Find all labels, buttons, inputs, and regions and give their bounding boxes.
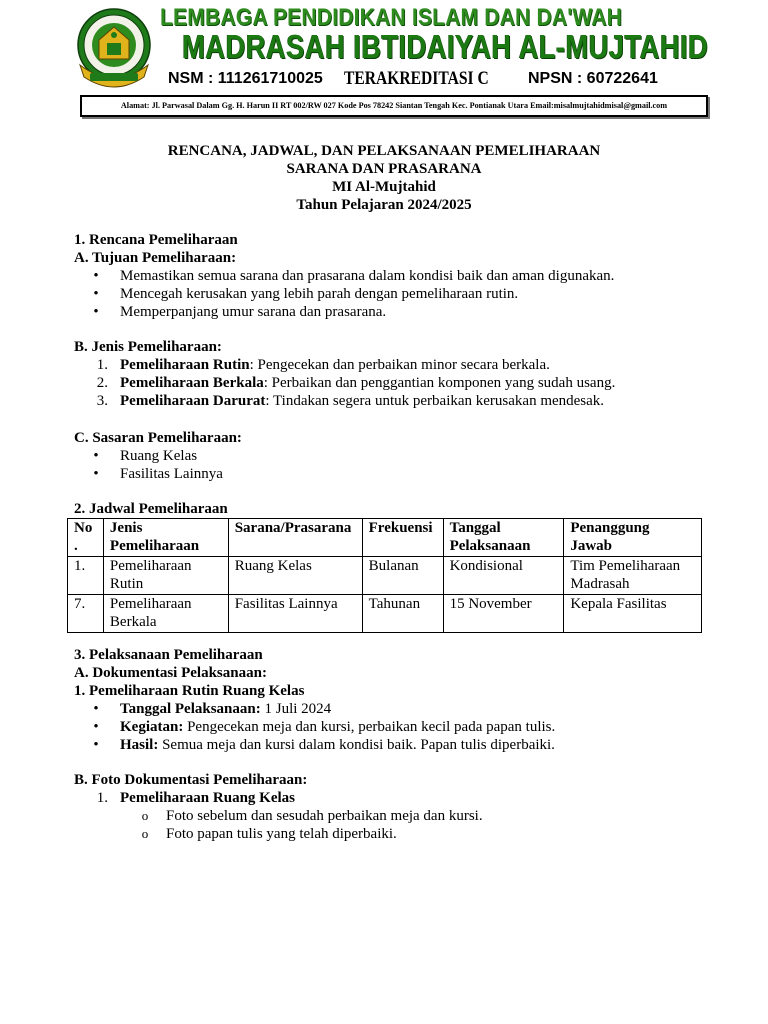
bullet-icon: • (93, 286, 99, 302)
list-item-term: Pemeliharaan Ruang Kelas (120, 790, 295, 806)
list-item: Memastikan semua sarana dan prasarana dalam kondisi baik dan aman digunakan. (120, 268, 615, 284)
bullet-icon: • (93, 268, 99, 284)
list-item-desc: : Tindakan segera untuk perbaikan kerusakan mendesak. (265, 393, 605, 409)
list-item: Ruang Kelas (120, 448, 198, 464)
list-item: Memperpanjang umur sarana dan prasarana. (120, 304, 387, 320)
bullet-icon: • (93, 701, 99, 717)
table-cell: Pemeliharaan Rutin (103, 557, 228, 595)
section2-heading: 2. Jadwal Pemeliharaan (74, 501, 228, 517)
list-number: 1. (96, 357, 108, 373)
table-cell: Ruang Kelas (228, 557, 362, 595)
school-name: MADRASAH IBTIDAIYAH AL-MUJTAHID (182, 28, 709, 65)
doc-title-line1: RENCANA, JADWAL, DAN PELAKSANAAN PEMELIHARAAN (167, 143, 601, 159)
routine-class-heading: 1. Pemeliharaan Rutin Ruang Kelas (74, 683, 305, 699)
documentation-heading: A. Dokumentasi Pelaksanaan: (74, 665, 267, 681)
list-item-term: Pemeliharaan Darurat (120, 393, 266, 409)
column-header: Frekuensi (362, 519, 443, 557)
list-item-term: Tanggal Pelaksanaan: (120, 701, 261, 717)
table-cell: Fasilitas Lainnya (228, 595, 362, 633)
column-header: No . (68, 519, 104, 557)
list-subitem: Foto papan tulis yang telah diperbaiki. (166, 826, 397, 842)
list-number: 2. (96, 375, 108, 391)
npsn-number: NPSN : 60722641 (528, 70, 658, 87)
letterhead (0, 0, 768, 125)
circle-bullet-icon: o (141, 808, 149, 823)
table-cell: Tim Pemeliharaan Madrasah (564, 557, 702, 595)
table-row (68, 595, 702, 633)
school-emblem-icon (74, 7, 154, 91)
table-cell: Kepala Fasilitas (564, 595, 702, 633)
list-item (120, 374, 615, 392)
table-cell: Kondisional (443, 557, 564, 595)
column-header: Tanggal Pelaksanaan (443, 519, 564, 557)
photo-doc-heading: B. Foto Dokumentasi Pemeliharaan: (74, 772, 308, 788)
doc-title-line4: Tahun Pelajaran 2024/2025 (296, 197, 472, 213)
bullet-icon: • (93, 719, 99, 735)
section3-heading: 3. Pelaksanaan Pemeliharaan (74, 647, 263, 663)
list-item-desc: Semua meja dan kursi dalam kondisi baik. Papan tulis diperbaiki. (158, 737, 555, 753)
list-subitem: Foto sebelum dan sesudah perbaikan meja dan kursi. (166, 808, 483, 824)
list-item (120, 392, 604, 410)
list-item-desc: : Perbaikan dan penggantian komponen yang sudah usang. (263, 375, 616, 391)
accreditation-status: TERAKREDITASI C (344, 68, 489, 89)
nsm-number: NSM : 111261710025 (168, 70, 323, 87)
list-item-desc: : Pengecekan dan perbaikan minor secara berkala. (249, 357, 550, 373)
column-header: Jenis Pemeliharaan (103, 519, 228, 557)
list-item-desc: 1 Juli 2024 (260, 701, 332, 717)
table-row (68, 557, 702, 595)
list-item (120, 356, 550, 374)
table-header-row (68, 519, 702, 557)
list-item (120, 700, 331, 718)
list-number: 1. (96, 790, 108, 806)
bullet-icon: • (93, 737, 99, 753)
address-line: Alamat: Jl. Parwasal Dalam Gg. H. Harun II RT 002/RW 027 Kode Pos 78242 Siantan Tengah Kec. Pontianak Utara Email:misalmujtahidmisal@gmail.com (80, 95, 708, 117)
maintenance-schedule-table (67, 518, 702, 633)
institution-name: LEMBAGA PENDIDIKAN ISLAM DAN DA'WAH (160, 4, 623, 31)
column-header: Sarana/Prasarana (228, 519, 362, 557)
list-item: Fasilitas Lainnya (120, 466, 223, 482)
table-cell: 15 November (443, 595, 564, 633)
types-heading: B. Jenis Pemeliharaan: (74, 339, 222, 355)
bullet-icon: • (93, 466, 99, 482)
list-item (120, 718, 555, 736)
targets-heading: C. Sasaran Pemeliharaan: (74, 430, 242, 446)
list-item-term: Kegiatan: (120, 719, 184, 735)
list-item: Mencegah kerusakan yang lebih parah dengan pemeliharaan rutin. (120, 286, 519, 302)
table-cell: Pemeliharaan Berkala (103, 595, 228, 633)
bullet-icon: • (93, 304, 99, 320)
list-item (120, 736, 555, 754)
section1-heading: 1. Rencana Pemeliharaan (74, 232, 238, 248)
purpose-heading: A. Tujuan Pemeliharaan: (74, 250, 237, 266)
circle-bullet-icon: o (141, 826, 149, 841)
bullet-icon: • (93, 448, 99, 464)
table-cell: 1. (68, 557, 104, 595)
list-number: 3. (96, 393, 108, 409)
column-header: Penanggung Jawab (564, 519, 702, 557)
table-cell: Tahunan (362, 595, 443, 633)
doc-title-line2: SARANA DAN PRASARANA (286, 161, 482, 177)
table-cell: Bulanan (362, 557, 443, 595)
doc-title-line3: MI Al-Mujtahid (332, 179, 436, 195)
list-item-term: Hasil: (120, 737, 159, 753)
list-item-term: Pemeliharaan Rutin (120, 357, 250, 373)
list-item-term: Pemeliharaan Berkala (120, 375, 264, 391)
table-cell: 7. (68, 595, 104, 633)
list-item-desc: Pengecekan meja dan kursi, perbaikan kecil pada papan tulis. (183, 719, 556, 735)
